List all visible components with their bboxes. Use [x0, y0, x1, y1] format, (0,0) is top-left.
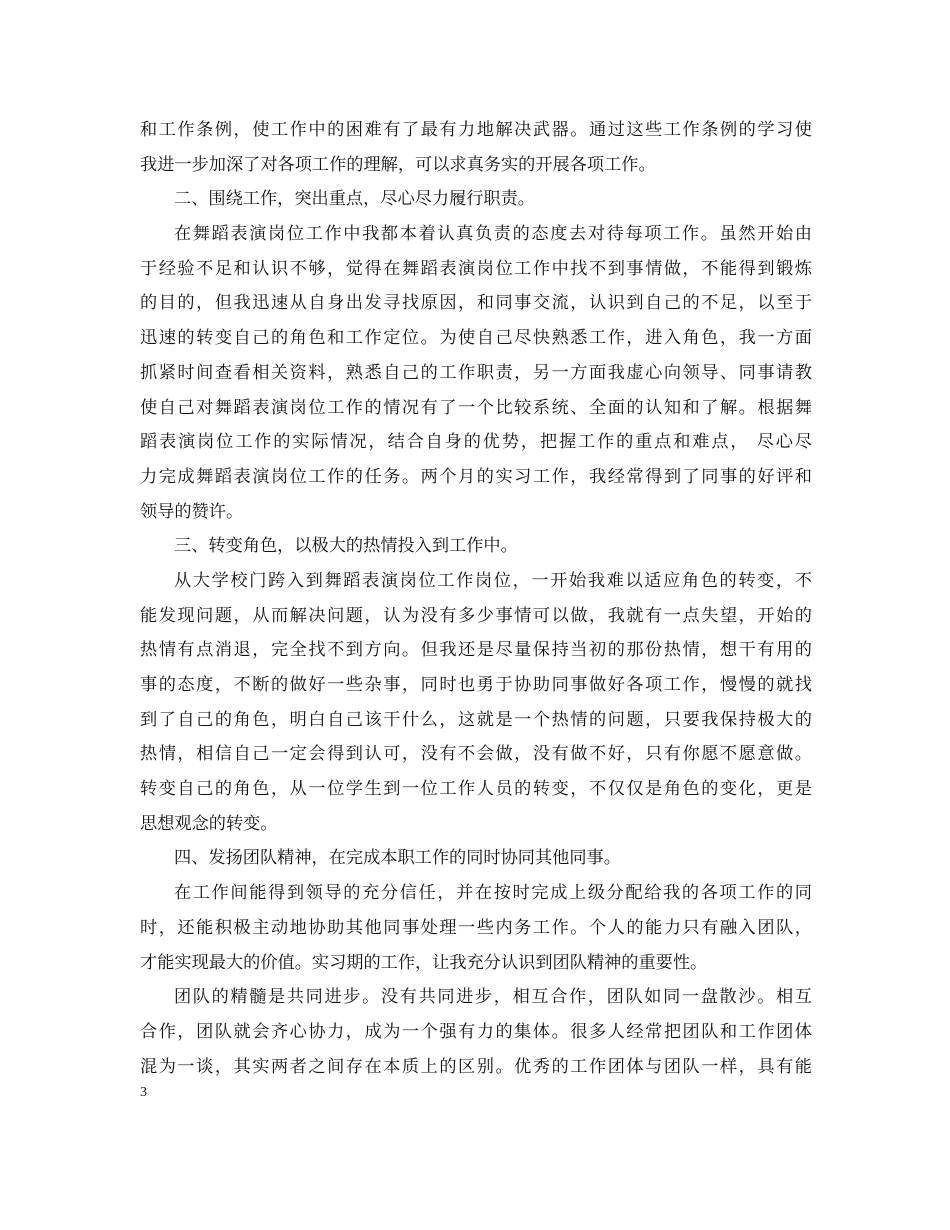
section-heading: 三、转变角色，以极大的热情投入到工作中。 — [174, 536, 518, 557]
text-line: 领导的赞许。 — [140, 501, 244, 522]
text-line: 在工作间能得到领导的充分信任，并在按时完成上级分配给我的各项工作的同 — [174, 883, 812, 904]
text-line: 抓紧时间查看相关资料，熟悉自己的工作职责，另一方面我虚心向领导、同事请教 — [140, 362, 812, 383]
text-line: 到了自己的角色，明白自己该干什么，这就是一个热情的问题，只要我保持极大的 — [140, 709, 812, 730]
text-line: 能发现问题，从而解决问题，认为没有多少事情可以做，我就有一点失望，开始的 — [140, 605, 812, 626]
text-line: 从大学校门跨入到舞蹈表演岗位工作岗位，一开始我难以适应角色的转变，不 — [174, 570, 812, 591]
text-line: 迅速的转变自己的角色和工作定位。为使自己尽快熟悉工作，进入角色，我一方面 — [140, 328, 812, 349]
text-line: 思想观念的转变。 — [140, 813, 278, 834]
text-line: 才能实现最大的价值。实习期的工作，让我充分认识到团队精神的重要性。 — [140, 952, 708, 973]
text-line: 合作，团队就会齐心协力，成为一个强有力的集体。很多人经常把团队和工作团体 — [140, 1021, 812, 1042]
text-line: 的目的，但我迅速从自身出发寻找原因，和同事交流，认识到自己的不足，以至于 — [140, 293, 812, 314]
section-heading: 二、围绕工作，突出重点，尽心尽力履行职责。 — [174, 189, 535, 210]
body-text — [140, 113, 812, 1084]
text-line: 我进一步加深了对各项工作的理解，可以求真务实的开展各项工作。 — [140, 154, 656, 175]
text-line: 转变自己的角色，从一位学生到一位工作人员的转变，不仅仅是角色的变化，更是 — [140, 779, 812, 800]
text-line: 于经验不足和认识不够，觉得在舞蹈表演岗位工作中找不到事情做，不能得到锻炼 — [140, 258, 812, 279]
text-line: 混为一谈，其实两者之间存在本质上的区别。优秀的工作团体与团队一样，具有能 — [140, 1056, 812, 1077]
text-line: 蹈表演岗位工作的实际情况，结合自身的优势，把握工作的重点和难点， 尽心尽 — [140, 432, 812, 453]
text-line: 力完成舞蹈表演岗位工作的任务。两个月的实习工作，我经常得到了同事的好评和 — [140, 466, 812, 487]
text-line: 热情，相信自己一定会得到认可，没有不会做，没有做不好，只有你愿不愿意做。 — [140, 744, 812, 765]
text-line: 热情有点消退，完全找不到方向。但我还是尽量保持当初的那份热情，想干有用的 — [140, 640, 812, 661]
text-line: 和工作条例，使工作中的困难有了最有力地解决武器。通过这些工作条例的学习使 — [140, 120, 812, 140]
text-line: 使自己对舞蹈表演岗位工作的情况有了一个比较系统、全面的认知和了解。根据舞 — [140, 397, 812, 418]
text-line: 事的态度，不断的做好一些杂事，同时也勇于协助同事做好各项工作，慢慢的就找 — [140, 675, 812, 695]
text-line: 在舞蹈表演岗位工作中我都本着认真负责的态度去对待每项工作。虽然开始由 — [174, 224, 812, 245]
page-number: 3 — [140, 1085, 147, 1100]
text-line: 时，还能积极主动地协助其他同事处理一些内务工作。个人的能力只有融入团队， — [140, 917, 812, 938]
section-heading: 四、发扬团队精神，在完成本职工作的同时协同其他同事。 — [174, 848, 621, 869]
text-line: 团队的精髓是共同进步。没有共同进步，相互合作，团队如同一盘散沙。相互 — [174, 987, 812, 1008]
